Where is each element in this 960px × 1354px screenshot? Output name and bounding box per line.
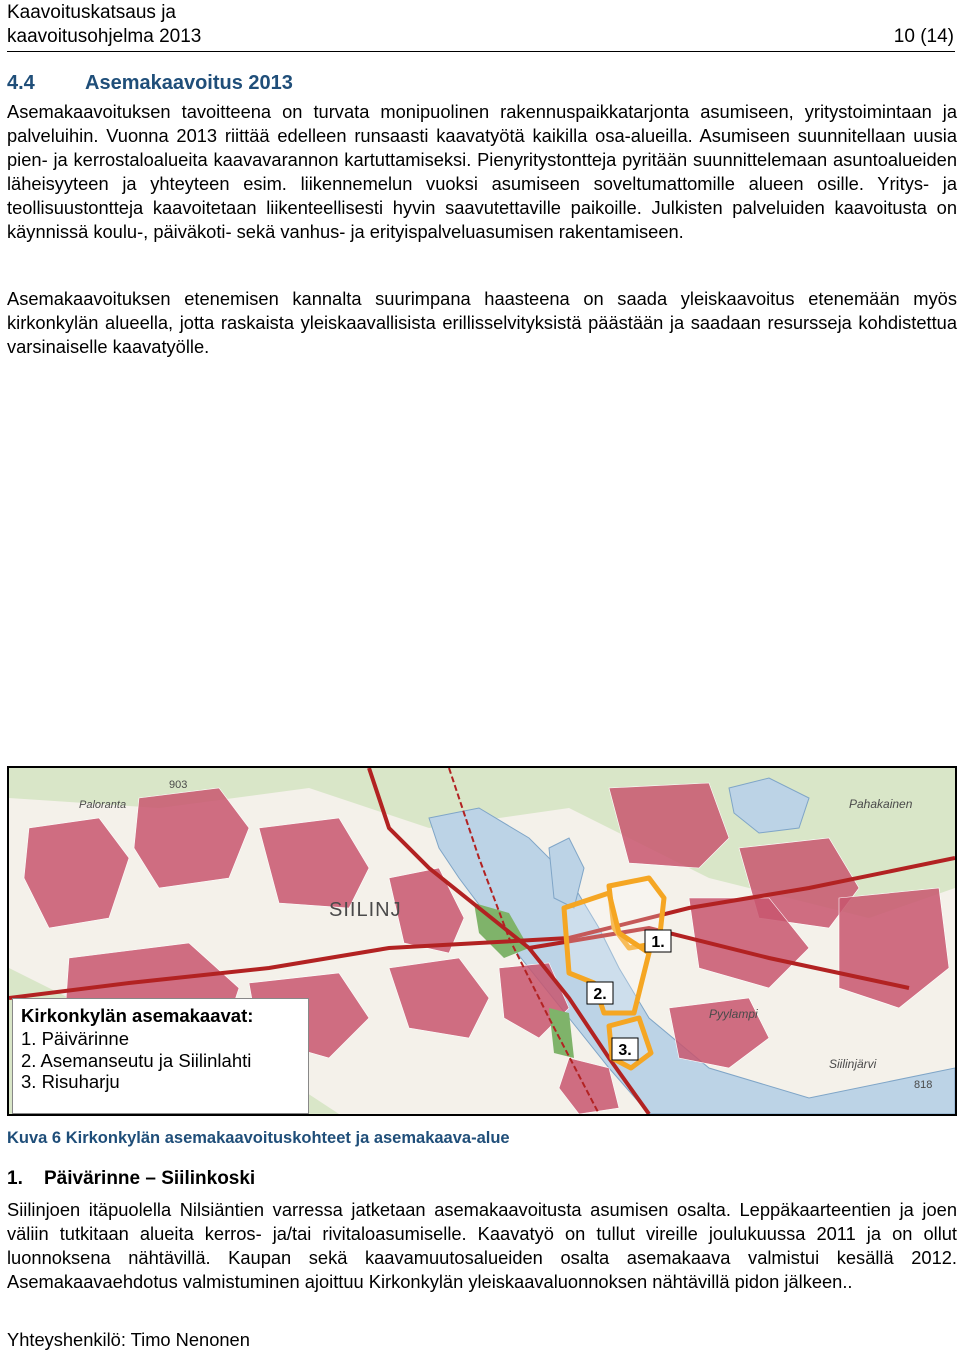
legend-item-asemanseutu: 2. Asemanseutu ja Siilinlahti xyxy=(21,1049,252,1071)
section-number: 4.4 xyxy=(7,72,35,94)
map-legend xyxy=(12,998,309,1114)
contact-person: Yhteyshenkilö: Timo Nenonen xyxy=(7,1329,250,1350)
legend-title: Kirkonkylän asemakaavat: xyxy=(21,1005,254,1026)
legend-item-paivarinne: 1. Päivärinne xyxy=(21,1028,129,1049)
marker-3[interactable] xyxy=(612,1038,638,1060)
subsection-heading xyxy=(7,1166,255,1192)
residential-block xyxy=(609,783,729,868)
marker-1[interactable] xyxy=(645,930,671,952)
label-route-903: 903 xyxy=(169,779,188,791)
marker-2[interactable] xyxy=(587,982,613,1004)
marker-2-label: 2. xyxy=(593,986,607,1003)
label-pyylampi: Pyylampi xyxy=(709,1007,758,1021)
subsection-number: 1. xyxy=(7,1168,23,1189)
marker-1-label: 1. xyxy=(651,934,665,951)
label-paloranta: Paloranta xyxy=(79,799,127,811)
section-heading xyxy=(7,70,293,96)
label-route-818: 818 xyxy=(914,1079,933,1091)
marker-3-label: 3. xyxy=(618,1042,632,1059)
header-title-line2: kaavoitusohjelma 2013 xyxy=(7,26,202,47)
paragraph-1: Asemakaavoituksen tavoitteena on turvata monipuolinen rakennuspaikkatarjonta asumiseen, yritystoimintaan ja palveluihin. Vuonna 2013 riittää edelleen runsaasti kaavatyötä kaikilla osa-alueilla. Asumiseen suunnitellaan uusia pien- ja kerrostaloalueita kaavavarannon kartuttamiseksi. Pienyritystontteja pyritään suunnittelemaan asuntoalueiden läheisyyteen ja yhteyteen esim. liikennemelun vuoksi asumiseen soveltumattomille alueen osille. Yritys- ja teollisuustontteja kaavoitetaan liikenteellisesti hyvin saavutettaville paikoille. Julkisten palveluiden kaavoitusta on käynnissä koulu-, päiväkoti- sekä vanhus- ja erityispalveluasumisen rakentamiseen. xyxy=(7,101,957,243)
label-pahakainen: Pahakainen xyxy=(849,797,913,811)
section-title: Asemakaavoitus 2013 xyxy=(85,72,293,94)
paragraph-3: Siilinjoen itäpuolella Nilsiäntien varressa jatketaan asemakaavoitusta asumisen osalta. Leppäkaarteentien ja joen väliin tutkitaan alueita kerros- ja/tai rivitaloasumiselle. Kaavatyö on tullut vireille joulukuussa 2011 ja on ollut luonnoksena nähtävillä. Kaupan sekä kaavamuutosalueiden osalta asemakaava valmistui kesällä 2012. Asemakaavaehdotus valmistuminen ajoittuu Kirkonkylän yleiskaavaluonnoksen nähtävillä pidon jälkeen.. xyxy=(7,1199,957,1293)
header-title xyxy=(7,1,201,49)
page-number: 10 (14) xyxy=(893,26,954,47)
label-siilinjarvi: SIILINJ xyxy=(329,899,402,921)
header-divider xyxy=(7,51,955,52)
figure-caption: Kuva 6 Kirkonkylän asemakaavoituskohteet ja asemakaava-alue xyxy=(7,1129,510,1147)
subsection-title: Päivärinne – Siilinkoski xyxy=(44,1168,256,1189)
paragraph-2: Asemakaavoituksen etenemisen kannalta suurimpana haasteena on saada yleiskaavoitus etenemään myös kirkonkylän alueella, jotta raskaista yleiskaavallisista erillisselvityksistä päästään ja saadaan resursseja kohdistettua varsinaiselle kaavatyölle. xyxy=(7,288,957,358)
header-title-line1: Kaavoituskatsaus ja xyxy=(7,2,176,23)
label-siilinjarvi-lake: Siilinjärvi xyxy=(829,1057,877,1071)
legend-item-risuharju: 3. Risuharju xyxy=(21,1071,120,1092)
